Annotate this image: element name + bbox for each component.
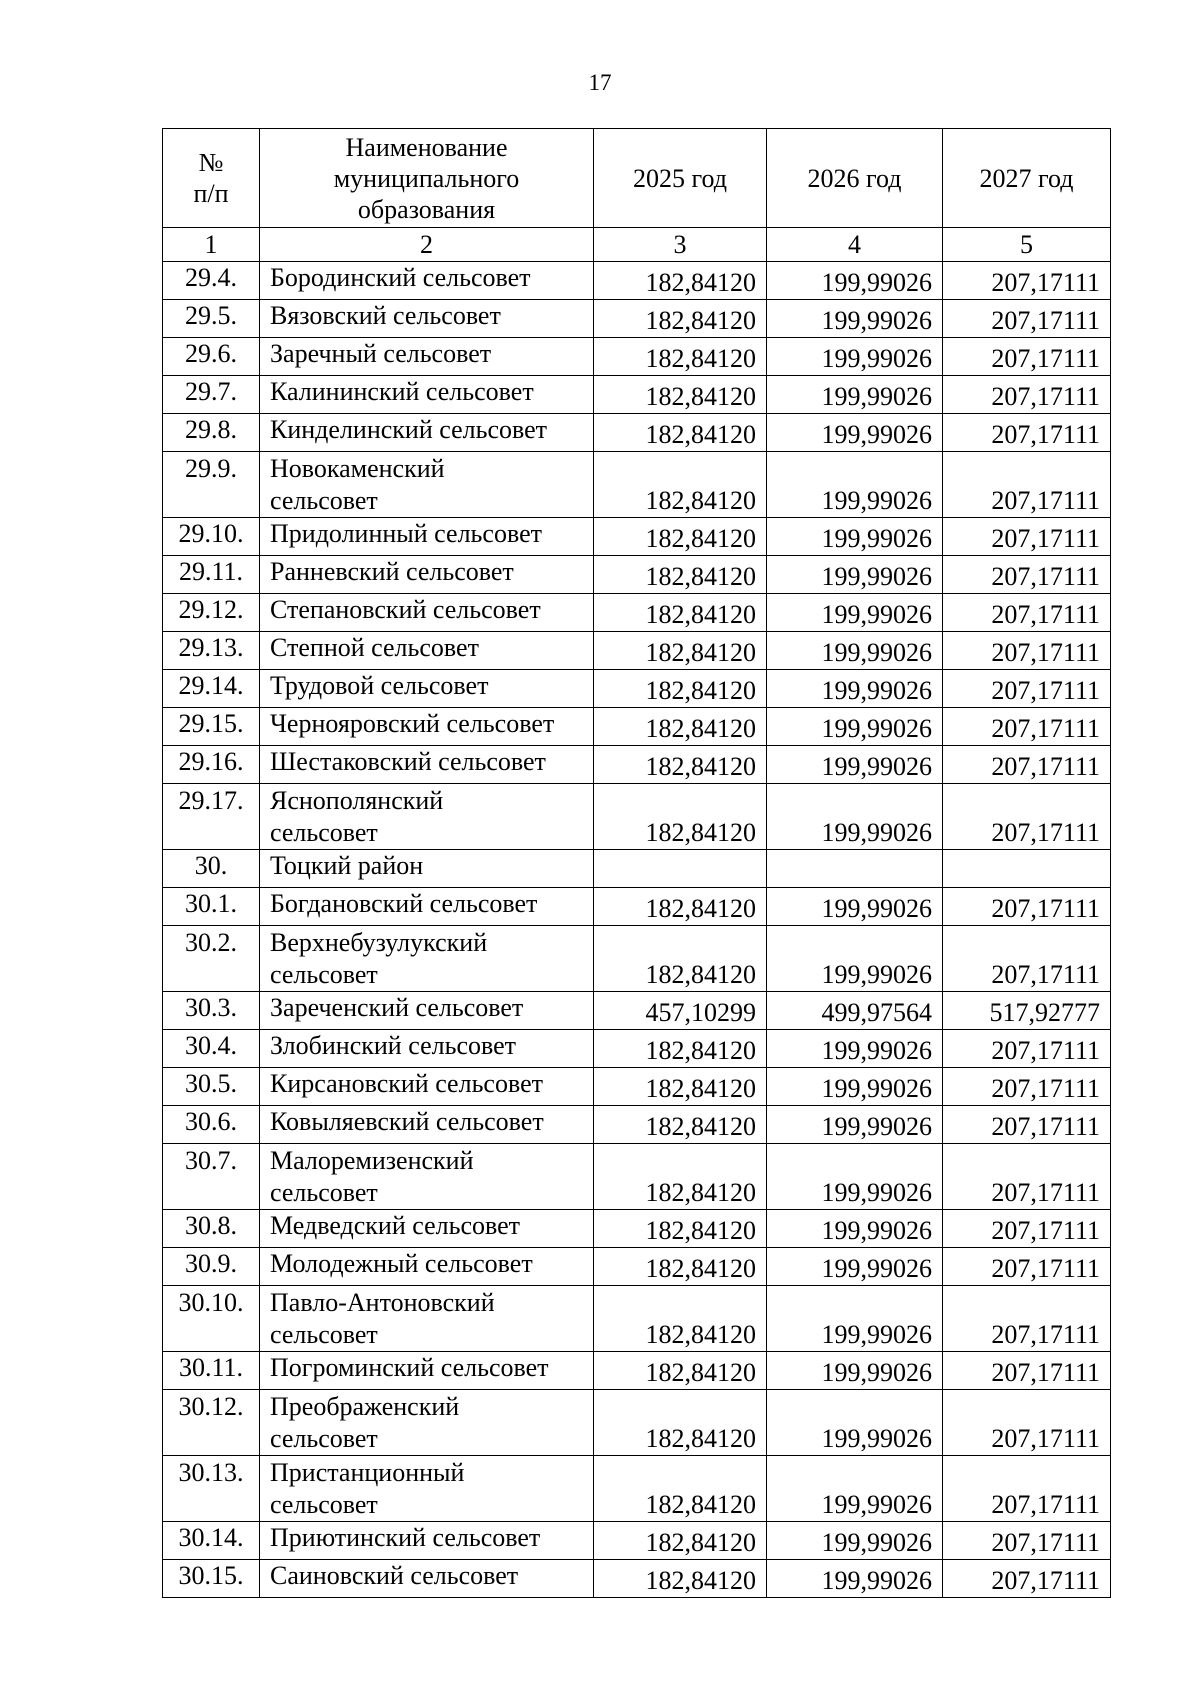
value-2026: 199,99026	[767, 452, 943, 518]
value-2025: 182,84120	[594, 670, 767, 708]
row-number: 30.12.	[163, 1390, 260, 1456]
value-2027: 207,17111	[943, 1286, 1111, 1352]
value-2025: 182,84120	[594, 632, 767, 670]
row-number: 29.17.	[163, 784, 260, 850]
table-row	[163, 338, 1111, 376]
municipality-name: Зареченский сельсовет	[260, 992, 594, 1030]
value-2026: 199,99026	[767, 888, 943, 926]
municipality-name: Кинделинский сельсовет	[260, 414, 594, 452]
value-2026: 199,99026	[767, 1390, 943, 1456]
municipality-name: Новокаменский сельсовет	[260, 452, 594, 518]
value-2025: 182,84120	[594, 338, 767, 376]
value-2027: 207,17111	[943, 784, 1111, 850]
value-2025: 182,84120	[594, 926, 767, 992]
header-number: № п/п	[163, 129, 260, 228]
value-2025: 182,84120	[594, 452, 767, 518]
table-row	[163, 632, 1111, 670]
value-2026: 199,99026	[767, 926, 943, 992]
table-row	[163, 850, 1111, 888]
value-2025: 182,84120	[594, 556, 767, 594]
municipality-name: Саиновский сельсовет	[260, 1560, 594, 1598]
row-number: 30.2.	[163, 926, 260, 992]
value-2026: 199,99026	[767, 1286, 943, 1352]
value-2025: 182,84120	[594, 300, 767, 338]
table-row	[163, 518, 1111, 556]
value-2025: 182,84120	[594, 518, 767, 556]
row-number: 29.15.	[163, 708, 260, 746]
value-2025: 182,84120	[594, 888, 767, 926]
value-2025: 182,84120	[594, 1030, 767, 1068]
municipality-name: Преображенский сельсовет	[260, 1390, 594, 1456]
municipality-name: Погроминский сельсовет	[260, 1352, 594, 1390]
value-2027: 207,17111	[943, 1522, 1111, 1560]
row-number: 30.13.	[163, 1456, 260, 1522]
row-number: 30.3.	[163, 992, 260, 1030]
row-number: 30.6.	[163, 1106, 260, 1144]
municipality-name: Богдановский сельсовет	[260, 888, 594, 926]
column-number: 1	[163, 228, 260, 262]
municipality-name: Трудовой сельсовет	[260, 670, 594, 708]
value-2027: 207,17111	[943, 1030, 1111, 1068]
value-2025: 182,84120	[594, 1144, 767, 1210]
value-2027: 207,17111	[943, 452, 1111, 518]
value-2026: 199,99026	[767, 1352, 943, 1390]
column-number: 4	[767, 228, 943, 262]
value-2026: 199,99026	[767, 262, 943, 300]
value-2026: 199,99026	[767, 784, 943, 850]
value-2026: 199,99026	[767, 300, 943, 338]
value-2027: 207,17111	[943, 594, 1111, 632]
column-number: 2	[260, 228, 594, 262]
table-row	[163, 926, 1111, 992]
row-number: 30.11.	[163, 1352, 260, 1390]
municipality-name: Пристанционный сельсовет	[260, 1456, 594, 1522]
row-number: 30.4.	[163, 1030, 260, 1068]
table-row	[163, 556, 1111, 594]
row-number: 30.5.	[163, 1068, 260, 1106]
row-number: 29.13.	[163, 632, 260, 670]
value-2027: 207,17111	[943, 1210, 1111, 1248]
value-2027: 207,17111	[943, 338, 1111, 376]
row-number: 29.7.	[163, 376, 260, 414]
value-2025: 182,84120	[594, 1456, 767, 1522]
value-2026	[767, 850, 943, 888]
value-2026: 199,99026	[767, 594, 943, 632]
value-2027	[943, 850, 1111, 888]
value-2026: 199,99026	[767, 1068, 943, 1106]
value-2027: 207,17111	[943, 1106, 1111, 1144]
table-row	[163, 414, 1111, 452]
municipality-name: Малоремизенский сельсовет	[260, 1144, 594, 1210]
table-row	[163, 784, 1111, 850]
column-number: 3	[594, 228, 767, 262]
row-number: 29.16.	[163, 746, 260, 784]
value-2026: 199,99026	[767, 1522, 943, 1560]
row-number: 29.14.	[163, 670, 260, 708]
column-number: 5	[943, 228, 1111, 262]
value-2027: 207,17111	[943, 376, 1111, 414]
municipality-name: Ранневский сельсовет	[260, 556, 594, 594]
municipality-name: Калининский сельсовет	[260, 376, 594, 414]
page-number: 17	[588, 70, 612, 95]
value-2027: 207,17111	[943, 670, 1111, 708]
row-number: 29.9.	[163, 452, 260, 518]
row-number: 30.15.	[163, 1560, 260, 1598]
value-2026: 199,99026	[767, 1106, 943, 1144]
value-2027: 207,17111	[943, 708, 1111, 746]
value-2027: 207,17111	[943, 262, 1111, 300]
municipality-name: Степановский сельсовет	[260, 594, 594, 632]
municipality-name: Заречный сельсовет	[260, 338, 594, 376]
value-2027: 207,17111	[943, 1144, 1111, 1210]
table-row	[163, 300, 1111, 338]
value-2027: 207,17111	[943, 300, 1111, 338]
municipality-name: Степной сельсовет	[260, 632, 594, 670]
value-2027: 207,17111	[943, 746, 1111, 784]
value-2026: 199,99026	[767, 518, 943, 556]
table-row	[163, 1068, 1111, 1106]
value-2027: 207,17111	[943, 1456, 1111, 1522]
table-row	[163, 1144, 1111, 1210]
value-2025: 182,84120	[594, 594, 767, 632]
municipality-name: Ковыляевский сельсовет	[260, 1106, 594, 1144]
row-number: 30.7.	[163, 1144, 260, 1210]
value-2027: 207,17111	[943, 414, 1111, 452]
table-row	[163, 262, 1111, 300]
value-2027: 207,17111	[943, 1248, 1111, 1286]
value-2027: 207,17111	[943, 1390, 1111, 1456]
header-municipality-name: Наименование муниципального образования	[260, 129, 594, 228]
municipality-name: Молодежный сельсовет	[260, 1248, 594, 1286]
value-2027: 207,17111	[943, 556, 1111, 594]
value-2026: 199,99026	[767, 1456, 943, 1522]
municipality-name: Шестаковский сельсовет	[260, 746, 594, 784]
row-number: 30.1.	[163, 888, 260, 926]
value-2025: 182,84120	[594, 414, 767, 452]
row-number: 30.8.	[163, 1210, 260, 1248]
header-year-2026: 2026 год	[767, 129, 943, 228]
table-row	[163, 1106, 1111, 1144]
municipality-name: Злобинский сельсовет	[260, 1030, 594, 1068]
table-row	[163, 992, 1111, 1030]
value-2025: 182,84120	[594, 1248, 767, 1286]
table-row	[163, 1248, 1111, 1286]
value-2027: 517,92777	[943, 992, 1111, 1030]
value-2026: 199,99026	[767, 556, 943, 594]
value-2026: 199,99026	[767, 338, 943, 376]
table-row	[163, 708, 1111, 746]
value-2025: 182,84120	[594, 784, 767, 850]
row-number: 29.12.	[163, 594, 260, 632]
value-2027: 207,17111	[943, 1560, 1111, 1598]
municipality-name: Яснополянский сельсовет	[260, 784, 594, 850]
value-2025: 182,84120	[594, 1522, 767, 1560]
row-number: 30.10.	[163, 1286, 260, 1352]
value-2025: 182,84120	[594, 1106, 767, 1144]
municipal-allocation-table	[162, 128, 1111, 1598]
value-2026: 199,99026	[767, 1248, 943, 1286]
municipality-name: Приютинский сельсовет	[260, 1522, 594, 1560]
value-2027: 207,17111	[943, 888, 1111, 926]
table-row	[163, 1030, 1111, 1068]
municipality-name: Верхнебузулукский сельсовет	[260, 926, 594, 992]
value-2025	[594, 850, 767, 888]
header-year-2027: 2027 год	[943, 129, 1111, 228]
table-body	[163, 262, 1111, 1598]
table-row	[163, 1522, 1111, 1560]
row-number: 29.4.	[163, 262, 260, 300]
table-row	[163, 376, 1111, 414]
value-2025: 182,84120	[594, 746, 767, 784]
header-row	[163, 129, 1111, 228]
value-2026: 499,97564	[767, 992, 943, 1030]
value-2027: 207,17111	[943, 518, 1111, 556]
value-2026: 199,99026	[767, 376, 943, 414]
value-2025: 182,84120	[594, 708, 767, 746]
municipality-name: Кирсановский сельсовет	[260, 1068, 594, 1106]
table-row	[163, 452, 1111, 518]
municipality-name: Придолинный сельсовет	[260, 518, 594, 556]
value-2026: 199,99026	[767, 1030, 943, 1068]
header-year-2025: 2025 год	[594, 129, 767, 228]
value-2026: 199,99026	[767, 414, 943, 452]
row-number: 29.6.	[163, 338, 260, 376]
row-number: 29.11.	[163, 556, 260, 594]
table-row	[163, 888, 1111, 926]
value-2025: 182,84120	[594, 1390, 767, 1456]
row-number: 30.9.	[163, 1248, 260, 1286]
value-2027: 207,17111	[943, 1068, 1111, 1106]
value-2025: 182,84120	[594, 1210, 767, 1248]
table-row	[163, 1456, 1111, 1522]
row-number: 29.5.	[163, 300, 260, 338]
table-row	[163, 1352, 1111, 1390]
column-number-row	[163, 228, 1111, 262]
municipality-name: Тоцкий район	[260, 850, 594, 888]
table-row	[163, 1560, 1111, 1598]
table-row	[163, 1210, 1111, 1248]
value-2027: 207,17111	[943, 632, 1111, 670]
value-2026: 199,99026	[767, 670, 943, 708]
value-2027: 207,17111	[943, 926, 1111, 992]
value-2025: 182,84120	[594, 376, 767, 414]
value-2027: 207,17111	[943, 1352, 1111, 1390]
table-row	[163, 746, 1111, 784]
municipality-name: Медведский сельсовет	[260, 1210, 594, 1248]
value-2025: 182,84120	[594, 1560, 767, 1598]
row-number: 30.14.	[163, 1522, 260, 1560]
municipality-name: Вязовский сельсовет	[260, 300, 594, 338]
value-2026: 199,99026	[767, 708, 943, 746]
table-row	[163, 670, 1111, 708]
value-2025: 182,84120	[594, 1352, 767, 1390]
value-2025: 182,84120	[594, 1068, 767, 1106]
table-row	[163, 594, 1111, 632]
value-2026: 199,99026	[767, 632, 943, 670]
value-2026: 199,99026	[767, 1210, 943, 1248]
value-2025: 182,84120	[594, 1286, 767, 1352]
value-2026: 199,99026	[767, 1144, 943, 1210]
value-2026: 199,99026	[767, 746, 943, 784]
municipality-name: Павло-Антоновский сельсовет	[260, 1286, 594, 1352]
value-2026: 199,99026	[767, 1560, 943, 1598]
value-2025: 457,10299	[594, 992, 767, 1030]
row-number: 29.8.	[163, 414, 260, 452]
municipality-name: Бородинский сельсовет	[260, 262, 594, 300]
row-number: 29.10.	[163, 518, 260, 556]
table-row	[163, 1390, 1111, 1456]
value-2025: 182,84120	[594, 262, 767, 300]
municipality-name: Чернояровский сельсовет	[260, 708, 594, 746]
table-row	[163, 1286, 1111, 1352]
row-number: 30.	[163, 850, 260, 888]
